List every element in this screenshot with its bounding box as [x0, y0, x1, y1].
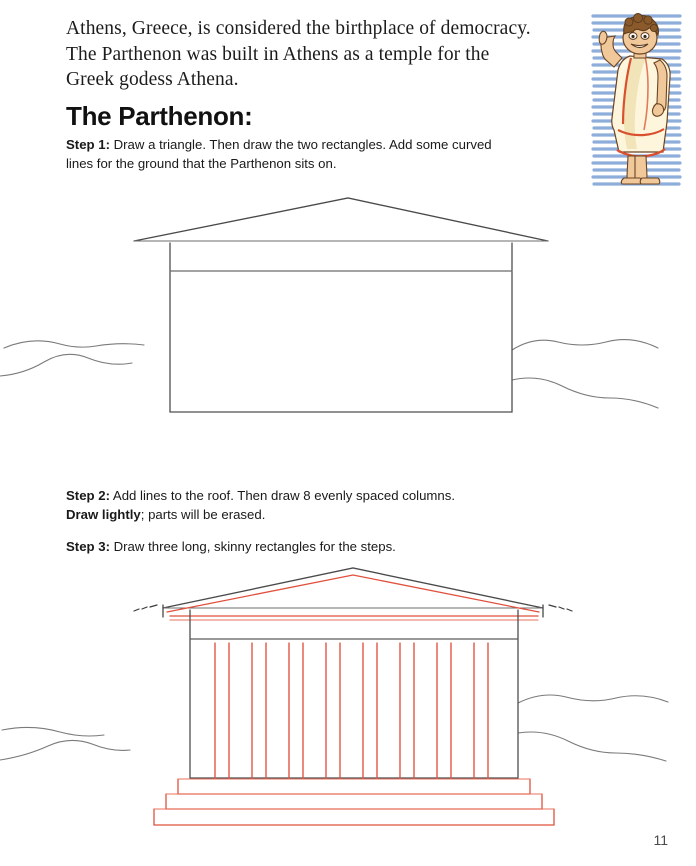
left-pupil [631, 35, 634, 38]
step-2-label: Step 2: [66, 488, 110, 503]
greek-man-illustration [588, 8, 686, 190]
hair-curl-4 [650, 24, 657, 31]
page-title: The Parthenon: [66, 101, 253, 131]
eave-tick-marks-right [543, 605, 572, 617]
step-rect-2 [166, 794, 542, 809]
step-1-instruction [66, 136, 496, 173]
intro-line-1: Athens, Greece, is considered the birthplace of democracy. [66, 18, 531, 39]
roof-triangle [134, 198, 548, 241]
right-pupil [643, 35, 646, 38]
page-number: 11 [653, 832, 668, 848]
hair-curl-2 [634, 14, 643, 23]
right-foot [640, 178, 660, 184]
ground-line-left-2 [0, 354, 132, 376]
step-2-emphasis: Draw lightly [66, 506, 141, 522]
hair-curl-3 [644, 16, 652, 24]
ground-line-right-2 [518, 732, 666, 761]
columns-red [215, 643, 488, 778]
ground-line-right-1 [518, 695, 668, 703]
pointing-finger [599, 31, 607, 44]
step-rect-3 [154, 809, 554, 825]
step-3-label: Step 3: [66, 539, 110, 554]
steps-red [154, 779, 554, 825]
step-1-text: Draw a triangle. Then draw the two rectangles. Add some curved lines for the ground that the Parthenon sits on. [66, 137, 492, 171]
ground-line-left-1 [4, 341, 144, 348]
step-1-drawing [0, 180, 696, 430]
step-rect-1 [178, 779, 530, 794]
roof-inner-line-red [167, 575, 539, 612]
building-body-rect [170, 243, 512, 412]
step-2-instruction [66, 487, 516, 524]
eave-tick-marks-left [134, 605, 163, 617]
step-3-text: Draw three long, skinny rectangles for the steps. [109, 539, 396, 554]
intro-line-2: The Parthenon was built in Athens as a temple for the [66, 43, 490, 65]
hair-curl-1 [625, 18, 633, 26]
intro-paragraph [66, 16, 586, 93]
step-2-drawing [0, 555, 696, 835]
ground-line-right-2 [512, 378, 658, 408]
right-hand [652, 104, 663, 116]
ground-line-left-1 [2, 727, 104, 736]
step-1-label: Step 1: [66, 137, 110, 152]
step-3-instruction [66, 538, 516, 557]
intro-line-3: Greek godess Athena. [66, 69, 239, 91]
building-body-rect-pencil [190, 610, 518, 778]
step-2-text-after: ; parts will be erased. [140, 506, 266, 522]
step-2-text: Add lines to the roof. Then draw 8 evenly spaced columns. [109, 488, 455, 503]
left-foot [621, 178, 641, 184]
ground-line-left-2 [0, 740, 130, 760]
ground-line-right-1 [512, 340, 658, 350]
right-leg [635, 156, 647, 181]
